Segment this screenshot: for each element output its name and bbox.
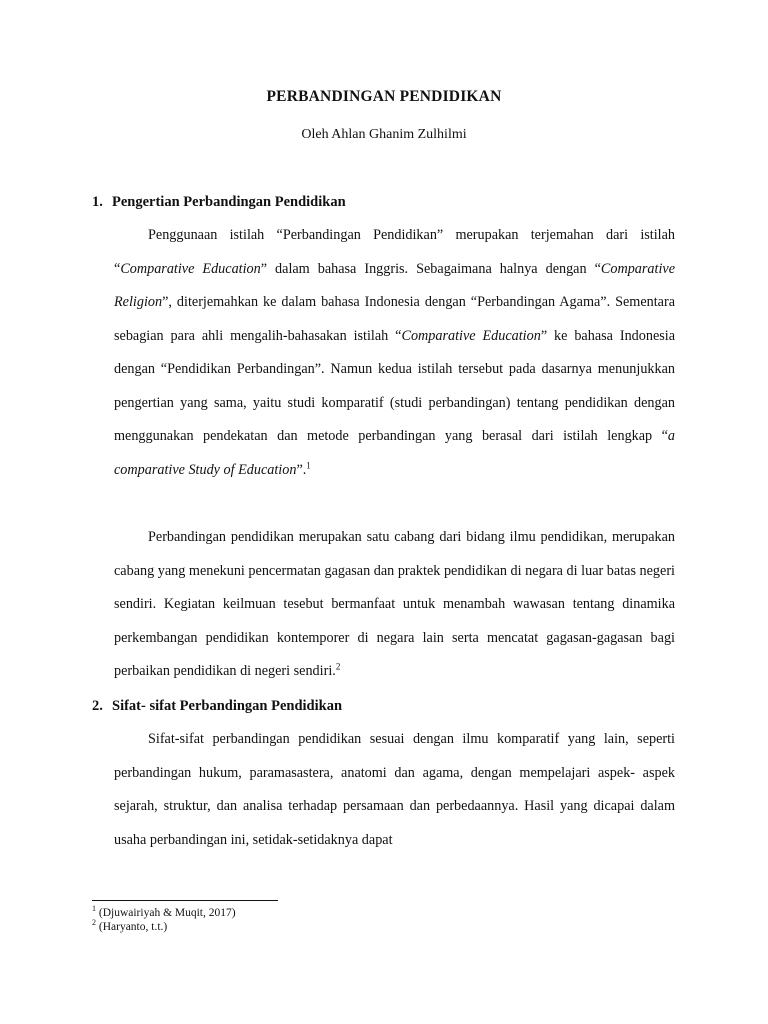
section-heading-1 [92, 194, 346, 211]
paragraph-1: Penggunaan istilah “Perbandingan Pendidikan” merupakan terjemahan dari istilah “Comparative Education” dalam bahasa Inggris. Sebagaimana halnya dengan “Comparative Religion”, diterjemahkan ke dalam bahasa Indonesia dengan “Perbandingan Agama”. Sementara sebagian para ahli mengalih-bahasakan istilah “Comparative Education” ke bahasa Indonesia dengan “Pendidikan Perbandingan”. Namun kedua istilah tersebut pada dasarnya menunjukkan pengertian yang sama, yaitu studi komparatif (studi perbandingan) tentang pendidikan dengan menggunakan pendekatan dan metode perbandingan yang berasal dari istilah lengkap “a comparative Study of Education”.$^1$ [114, 227, 676, 478]
section-heading-2 [92, 698, 342, 715]
section-heading-text: Pengertian Perbandingan Pendidikan [112, 194, 346, 210]
footnote-2: $^2$ (Haryanto, t.t.) [92, 918, 168, 933]
paragraph-3: Sifat-sifat perbandingan pendidikan sesuai dengan ilmu komparatif yang lain, seperti perbandingan hukum, paramasastera, anatomi dan agama, dengan mempelajari aspek- aspek sejarah, struktur, dan analisa terhadap persamaan dan perbedaannya. Hasil yang dicapai dalam usaha perbandingan ini, setidak-setidaknya dapat [114, 731, 675, 848]
footnote-ref-2[interactable]: 2 [335, 661, 341, 672]
footnote-1: $^1$ (Djuwairiyah & Muqit, 2017) [92, 904, 236, 919]
section-number: 2. [92, 698, 103, 714]
section-heading-text: Sifat- sifat Perbandingan Pendidikan [112, 698, 343, 714]
document-author: Oleh Ahlan Ghanim Zulhilmi [301, 127, 467, 142]
paragraph-2: Perbandingan pendidikan merupakan satu cabang dari bidang ilmu pendidikan, merupakan cabang yang menekuni pencermatan gagasan dan praktek pendidikan di negara di luar batas negeri sendiri. Kegiatan keilmuan tesebut bermanfaat untuk menambah wawasan tentang dinamika perkembangan pendidikan kontemporer di negara lain serta mencatat gagasan-gagasan bagi perbaikan pendidikan di negeri sendiri.$^2$ [114, 529, 675, 679]
footnote-divider [92, 900, 278, 901]
section-number: 1. [92, 194, 103, 210]
footnote-ref-1[interactable]: 1 [306, 459, 311, 470]
document-title: PERBANDINGAN PENDIDIKAN [266, 88, 502, 105]
